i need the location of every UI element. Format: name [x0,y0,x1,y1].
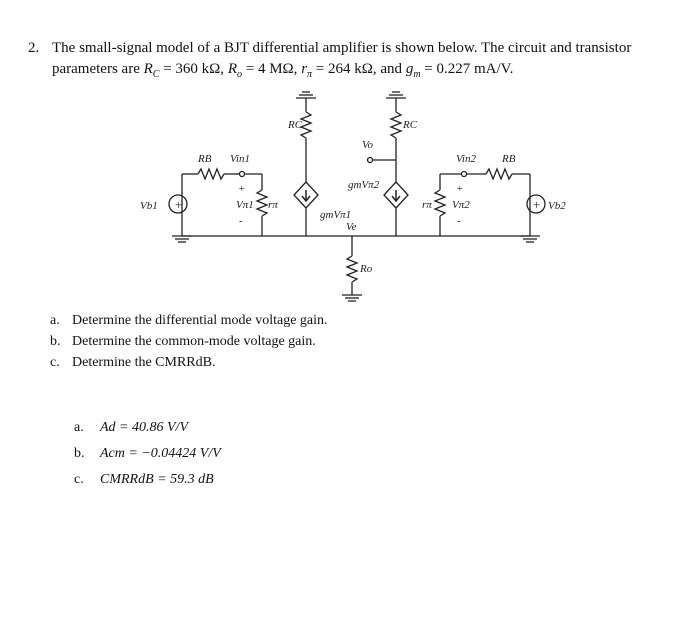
param-rpi: $r_\pi = 264$ kΩ, and [301,61,406,80]
vpi1-plus: + [238,183,246,195]
answer-b: b. Acm = −0.04424 V/V [74,446,221,461]
answers [74,415,221,493]
label-rb-left: RB [198,153,212,165]
label-gm-vpi2: gmVπ2 [348,179,380,191]
problem-number: 2. [28,40,40,56]
label-vpi1: Vπ1 [236,199,254,211]
ro-resistor [347,256,357,282]
part-b: b. Determine the common-mode voltage gain. [50,334,316,349]
param-ro: $R_o = 4$ MΩ, [227,61,302,80]
vb2-plus: + [532,197,541,212]
label-rc-right: RC [403,119,418,131]
label-vpi2: Vπ2 [452,199,470,211]
vin2-node [462,172,467,177]
rb-right-resistor [486,169,512,179]
params-prefix: parameters are [52,61,144,77]
label-gm-vpi1: gmVπ1 [320,209,352,221]
vo-node [368,158,373,163]
rc-left-resistor [301,112,311,138]
rc-right-resistor [391,112,401,138]
vb1-plus: + [174,197,183,212]
label-ve: Ve [346,221,357,233]
rpi-left-resistor [257,190,267,216]
label-vb2: Vb2 [548,200,566,212]
label-rpi-right: rπ [422,199,432,211]
label-ro: Ro [360,263,373,275]
rpi-right-resistor [435,190,445,216]
label-rb-right: RB [502,153,516,165]
param-rc: $R_C = 360$ kΩ, [143,61,228,80]
part-a: a. Determine the differential mode voltage gain. [50,313,328,328]
answer-c: c. CMRRdB = 59.3 dB [74,472,214,487]
question-parts [50,310,328,373]
label-rc-left: RC [288,119,303,131]
rb-left-resistor [198,169,224,179]
vpi2-plus: + [456,183,464,195]
label-vo: Vo [362,139,373,151]
label-vb1: Vb1 [140,200,158,212]
vin1-node [240,172,245,177]
param-gm: $g_m = 0.227$ mA/V. [405,61,514,80]
vpi2-minus: - [457,215,461,227]
vpi1-minus: - [239,215,243,227]
problem-line-1: The small-signal model of a BJT differential amplifier is shown below. The circuit and transistor [52,40,632,56]
label-rpi-left: rπ [268,199,278,211]
label-vin2: Vin2 [456,153,476,165]
part-c: c. Determine the CMRRdB. [50,355,216,370]
label-vin1: Vin1 [230,153,250,165]
answer-a: a. Ad = 40.86 V/V [74,420,188,435]
